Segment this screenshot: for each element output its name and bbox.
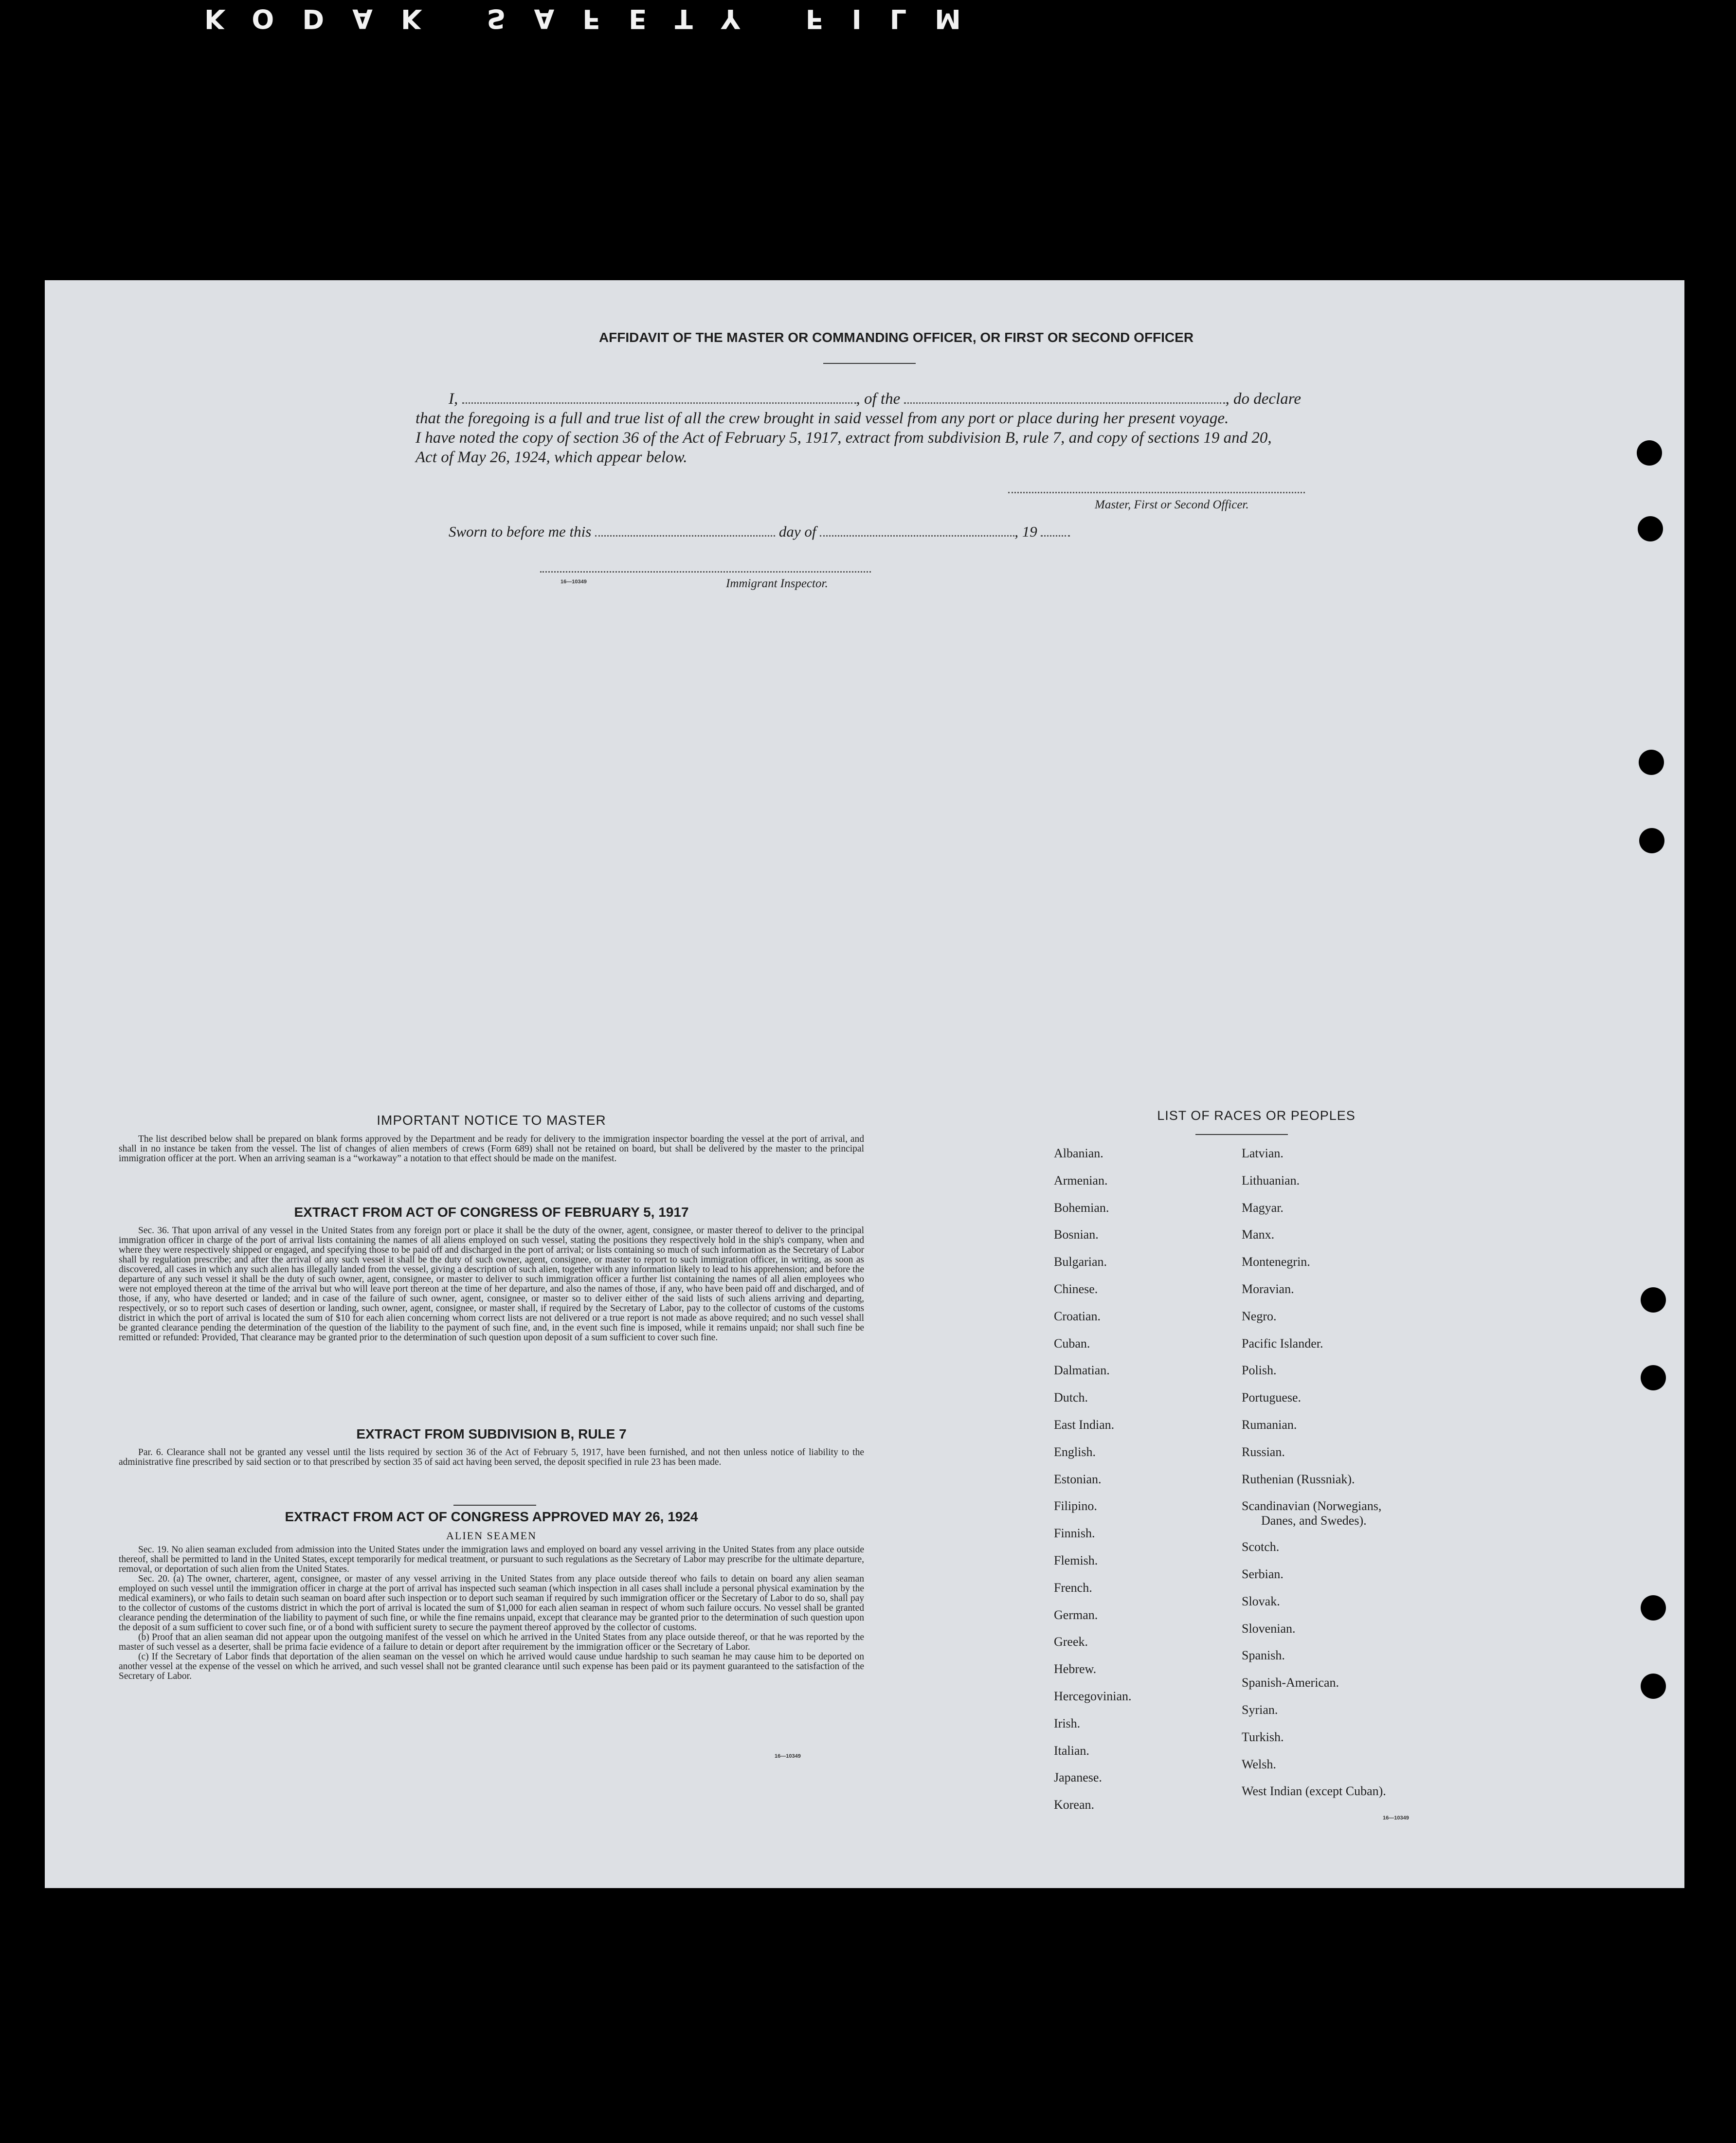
race-item: Portuguese.: [1242, 1390, 1302, 1405]
race-item: Turkish.: [1242, 1729, 1284, 1744]
race-item: Croatian.: [1054, 1309, 1101, 1323]
affidavit-line4: Act of May 26, 1924, which appear below.: [416, 449, 687, 466]
rule7-title: EXTRACT FROM SUBDIVISION B, RULE 7: [356, 1426, 627, 1441]
race-item: Serbian.: [1242, 1567, 1284, 1581]
affidavit-line2: that the foregoing is a full and true list of all the crew brought in said vessel from any port or place during her present voyage.: [416, 410, 1229, 427]
race-item: Flemish.: [1054, 1553, 1098, 1567]
race-item: Albanian.: [1054, 1146, 1103, 1160]
race-item: Russian.: [1242, 1444, 1285, 1459]
punch-hole-6: [1641, 1365, 1666, 1390]
notice-title: IMPORTANT NOTICE TO MASTER: [377, 1113, 606, 1128]
race-item: Hercegovinian.: [1054, 1689, 1132, 1703]
race-item: Magyar.: [1242, 1200, 1284, 1215]
notice-text: [119, 1135, 864, 1164]
punch-hole-5: [1641, 1287, 1666, 1313]
race-item: Greek.: [1054, 1635, 1088, 1649]
race-item: Manx.: [1242, 1227, 1275, 1242]
rule7-paragraph: Par. 6. Clearance shall not be granted any vessel until the lists required by section 36 of the Act of February 5, 1917, have been furnished, and not then unless notice of liability to the administrative fine prescribed by said section or to that prescribed by section 35 of said act having been served, the deposit specified in rule 23 has been made.: [119, 1447, 864, 1467]
race-item: Negro.: [1242, 1309, 1277, 1323]
film-edge-text: KODAK SAFETY FILM: [204, 3, 989, 34]
sec20b-paragraph: (b) Proof that an alien seaman did not appear upon the outgoing manifest of the vessel on which he arrived in the United States from any place outside thereof, or that he was reported by the master of such vessel as a deserter, shall be prima facie evidence of a failure to detain or deport after requirement by the immigration officer or the Secretary of Labor.: [119, 1632, 864, 1652]
affidavit-line3: I have noted the copy of section 36 of the Act of February 5, 1917, extract from subdivision B, rule 7, and copy of sections 19 and 20,: [416, 429, 1272, 447]
race-item: Irish.: [1054, 1716, 1081, 1730]
race-item: Slovenian.: [1242, 1621, 1296, 1636]
affidavit-form-number: 16—10349: [561, 579, 587, 585]
race-item: Bohemian.: [1054, 1200, 1109, 1215]
race-item: Hebrew.: [1054, 1662, 1097, 1676]
races-title: LIST OF RACES OR PEOPLES: [1157, 1108, 1356, 1123]
races-right-column: [1242, 280, 1534, 1888]
title-rule: [823, 363, 916, 364]
race-item: English.: [1054, 1444, 1096, 1459]
year-label: , 19: [1014, 523, 1037, 540]
sworn-day-blank: [595, 522, 775, 537]
race-item: Finnish.: [1054, 1526, 1095, 1541]
race-item: Bulgarian.: [1054, 1255, 1107, 1269]
punch-hole-3: [1639, 750, 1664, 775]
race-item: Italian.: [1054, 1743, 1089, 1758]
punch-hole-2: [1638, 516, 1663, 541]
do-declare-label: , do declare: [1225, 390, 1301, 408]
race-item: Cuban.: [1054, 1336, 1090, 1351]
race-item: Korean.: [1054, 1798, 1095, 1812]
race-item: French.: [1054, 1580, 1092, 1595]
extract-1917-text: [119, 1226, 864, 1343]
race-item: Chinese.: [1054, 1282, 1098, 1296]
races-left-column: [1054, 280, 1248, 1888]
race-item: Japanese.: [1054, 1770, 1102, 1785]
of-the-label: , of the: [856, 390, 901, 408]
master-signature-label: Master, First or Second Officer.: [1095, 498, 1249, 511]
extract-1917-paragraph: Sec. 36. That upon arrival of any vessel in the United States from any foreign port or place it shall be the duty of the owner, agent, consignee, or master thereof to deliver to the principal immigration officer in charge of the port of arrival lists containing the names of all aliens employed on such vessel, stating the positions they respectively hold in the ship's company, when and where they were respectively shipped or engaged, and specifying those to be paid off and discharged in the port of arrival; or lists containing so much of such information as the Secretary of Labor shall by regulation prescribe; and after the arrival of any such vessel it shall be the duty of such owner, agent, consignee, or master to report to such immigration officer, in writing, as soon as discovered, all cases in which any such alien has illegally landed from the vessel, giving a description of such alien, together with any information likely to lead to his apprehension; and before the departure of any such vessel it shall be the duty of such owner, agent, consignee, or master to deliver to such immigration officer a further list containing the names of all alien employees who were not employed thereon at the time of the arrival but who will leave port thereon at the time of her departure, and also the names of those, if any, who have been paid off and discharged, and of those, if any, who have deserted or landed; and in case of the failure of such owner, agent, consignee, or master so to deliver either of the said lists of such aliens arriving and departing, respectively, or so to report such cases of desertion or landing, such owner, agent, consignee, or master shall, if required by the Secretary of Labor, pay to the collector of customs of the customs district in which the port of arrival is located the sum of $10 for each alien concerning whom correct lists are not delivered or a true report is not made as above required; and no such vessel shall be granted clearance pending the determination of the question of the liability to the payment of such fine, and, in the event such fine is imposed, while it remains unpaid; nor shall such fine be remitted or refunded: Provided, That clearance may be granted prior to the determination of such question upon deposit of a sum sufficient to cover such fine.: [119, 1225, 864, 1343]
race-item: Lithuanian.: [1242, 1173, 1300, 1188]
section-rule: [453, 1505, 536, 1506]
affidavit-title: AFFIDAVIT OF THE MASTER OR COMMANDING OFFICER, OR FIRST OR SECOND OFFICER: [598, 330, 1194, 345]
name-blank: [462, 389, 856, 404]
race-item: Spanish.: [1242, 1648, 1285, 1663]
inspector-signature-line: [540, 571, 871, 573]
sworn-label: Sworn to before me this: [449, 523, 592, 540]
race-item: West Indian (except Cuban).: [1242, 1784, 1386, 1799]
race-item: Montenegrin.: [1242, 1255, 1310, 1269]
punch-hole-1: [1637, 440, 1662, 466]
race-item: Ruthenian (Russniak).: [1242, 1472, 1355, 1486]
race-item: Pacific Islander.: [1242, 1336, 1323, 1351]
race-item: Estonian.: [1054, 1472, 1102, 1486]
race-item: Syrian.: [1242, 1702, 1278, 1717]
race-item: Dutch.: [1054, 1390, 1088, 1405]
race-item: Danes, and Swedes).: [1261, 1513, 1367, 1528]
race-item: Spanish-American.: [1242, 1675, 1339, 1690]
extract-1924-text: [119, 1545, 864, 1681]
race-item: Rumanian.: [1242, 1418, 1297, 1432]
race-item: Moravian.: [1242, 1282, 1294, 1296]
race-item: Latvian.: [1242, 1146, 1284, 1160]
i-label: I,: [449, 390, 458, 408]
race-item: Slovak.: [1242, 1594, 1280, 1608]
extract-form-number: 16—10349: [775, 1753, 801, 1759]
inspector-label: Immigrant Inspector.: [726, 577, 828, 590]
race-item: Polish.: [1242, 1363, 1277, 1378]
punch-hole-8: [1641, 1674, 1666, 1699]
race-item: Scotch.: [1242, 1540, 1280, 1554]
extract-1924-title: EXTRACT FROM ACT OF CONGRESS APPROVED MAY 26, 1924: [285, 1509, 698, 1524]
race-item: Armenian.: [1054, 1173, 1108, 1188]
race-item: Scandinavian (Norwegians,: [1242, 1499, 1382, 1513]
extract-1917-title: EXTRACT FROM ACT OF CONGRESS OF FEBRUARY 5, 1917: [294, 1205, 689, 1220]
alien-seamen-subtitle: ALIEN SEAMEN: [446, 1530, 537, 1542]
race-item: East Indian.: [1054, 1418, 1115, 1432]
race-item: Filipino.: [1054, 1499, 1097, 1513]
document-page: [45, 280, 1684, 1888]
sec20c-paragraph: (c) If the Secretary of Labor finds that deportation of the alien seaman on the vessel on which he arrived would cause undue hardship to such seaman he may cause him to be deported on another vessel at the expense of the vessel on which he arrived, and such vessel shall not be granted clearance until such expense has been paid or its payment guaranteed to the satisfaction of the Secretary of Labor.: [119, 1652, 864, 1681]
races-form-number: 16—10349: [1383, 1815, 1409, 1821]
sec20a-paragraph: Sec. 20. (a) The owner, charterer, agent, consignee, or master of any vessel arriving in the United States from any place outside thereof who fails to detain on board any alien seaman employed on such vessel until the immigration officer in charge at the port of arrival has inspected such seaman (which inspection in all cases shall include a personal physical examination by the medical examiners), or who fails to detain such seaman on board after such inspection or to deport such seaman if required by such immigration officer or the Secretary of Labor to do so, shall pay to the collector of customs of the customs district in which the port of arrival is located the sum of $1,000 for each alien seaman in respect of whom such failure occurs. No vessel shall be granted clearance pending the determination of the liability to payment of such fine, or while the fine remains unpaid, except that clearance may be granted prior to the determination of such question upon the deposit of a sum sufficient to cover such fine, or of a bond with sufficient surety to secure the payment thereof approved by the collector of customs.: [119, 1574, 864, 1633]
notice-paragraph: The list described below shall be prepared on blank forms approved by the Department and be ready for delivery to the immigration inspector boarding the vessel at the port of arrival, and shall in no instance be taken from the vessel. The list of changes of alien members of crews (Form 689) shall not be retained on board, but shall be delivered by the master to the principal immigration officer at the port. When an arriving seaman is a “workaway” a notation to that effect should be made on the manifest.: [119, 1134, 864, 1164]
punch-hole-7: [1641, 1595, 1666, 1621]
sec19-paragraph: Sec. 19. No alien seaman excluded from admission into the United States under the immigration laws and employed on board any vessel arriving in the United States from any place outside thereof, shall be permitted to land in the United States, except temporarily for medical treatment, or pursuant to such regulations as the Secretary of Labor may prescribe for the ultimate departure, removal, or deportation of such alien from the United States.: [119, 1545, 864, 1574]
race-item: Welsh.: [1242, 1757, 1276, 1771]
rule7-text: [119, 1448, 864, 1467]
race-item: German.: [1054, 1607, 1098, 1622]
race-item: Dalmatian.: [1054, 1363, 1110, 1378]
punch-hole-4: [1639, 828, 1664, 853]
race-item: Bosnian.: [1054, 1227, 1099, 1242]
day-of-label: day of: [778, 523, 816, 540]
month-blank: [820, 522, 1014, 537]
